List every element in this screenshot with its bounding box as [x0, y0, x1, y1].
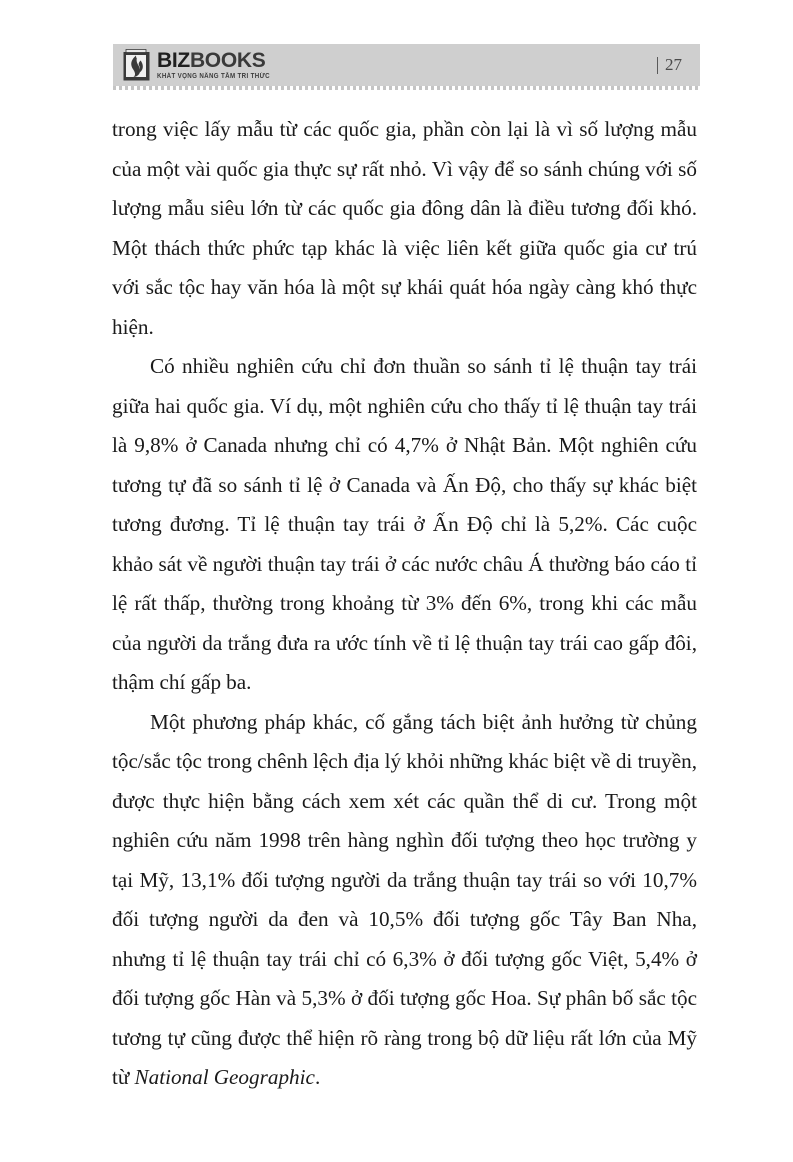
- brand-tagline: KHÁT VỌNG NÂNG TẦM TRI THỨC: [157, 72, 270, 81]
- page-number-divider: [657, 57, 658, 74]
- paragraph-3-text-after-citation: .: [314, 1065, 321, 1089]
- brand-title-books: BOOKS: [189, 48, 266, 72]
- page-content: [112, 110, 697, 1098]
- bizbooks-logo: [119, 49, 270, 81]
- book-flame-icon: [123, 49, 150, 81]
- citation-national-geographic: National Geographic: [134, 1065, 315, 1089]
- brand-wordmark: [157, 50, 270, 80]
- body-paragraph-3: [112, 703, 697, 1098]
- brand-title-biz: BIZ: [157, 48, 190, 72]
- body-paragraph-1: trong việc lấy mẫu từ các quốc gia, phần còn lại là vì số lượng mẫu của một vài quốc gia thực sự rất nhỏ. Vì vậy để so sánh chúng với số lượng mẫu siêu lớn từ các quốc gia đông dân là điều tương đối khó. Một thách thức phức tạp khác là việc liên kết giữa quốc gia cư trú với sắc tộc hay văn hóa là một sự khái quát hóa ngày càng khó thực hiện.: [112, 117, 697, 339]
- paragraph-3-text-before-citation: Một phương pháp khác, cố gắng tách biệt ảnh hưởng từ chủng tộc/sắc tộc trong chênh lệch địa lý khỏi những khác biệt về di truyền, được thực hiện bằng cách xem xét các quần thể di cư. Trong một nghiên cứu năm 1998 trên hàng nghìn đối tượng theo học trường y tại Mỹ, 13,1% đối tượng người da trắng thuận tay trái so với 10,7% đối tượng người da đen và 10,5% đối tượng gốc Tây Ban Nha, nhưng tỉ lệ thuận tay trái chỉ có 6,3% ở đối tượng gốc Việt, 5,4% ở đối tượng gốc Hàn và 5,3% ở đối tượng gốc Hoa. Sự phân bố sắc tộc tương tự cũng được thể hiện rõ ràng trong bộ dữ liệu rất lớn của Mỹ từ: [112, 709, 697, 1089]
- body-paragraph-2: Có nhiều nghiên cứu chỉ đơn thuần so sánh tỉ lệ thuận tay trái giữa hai quốc gia. Ví dụ, một nghiên cứu cho thấy tỉ lệ thuận tay trái là 9,8% ở Canada nhưng chỉ có 4,7% ở Nhật Bản. Một nghiên cứu tương tự đã so sánh tỉ lệ ở Canada và Ấn Độ, cho thấy sự khác biệt tương đương. Tỉ lệ thuận tay trái ở Ấn Độ chỉ là 5,2%. Các cuộc khảo sát về người thuận tay trái ở các nước châu Á thường báo cáo tỉ lệ rất thấp, thường trong khoảng từ 3% đến 6%, trong khi các mẫu của người da trắng đưa ra ước tính về tỉ lệ thuận tay trái cao gấp đôi, thậm chí gấp ba.: [112, 354, 697, 694]
- page-number-value: 27: [665, 55, 682, 74]
- page-header-band: [113, 44, 700, 86]
- page-number: [657, 55, 688, 75]
- brand-title: [157, 50, 270, 71]
